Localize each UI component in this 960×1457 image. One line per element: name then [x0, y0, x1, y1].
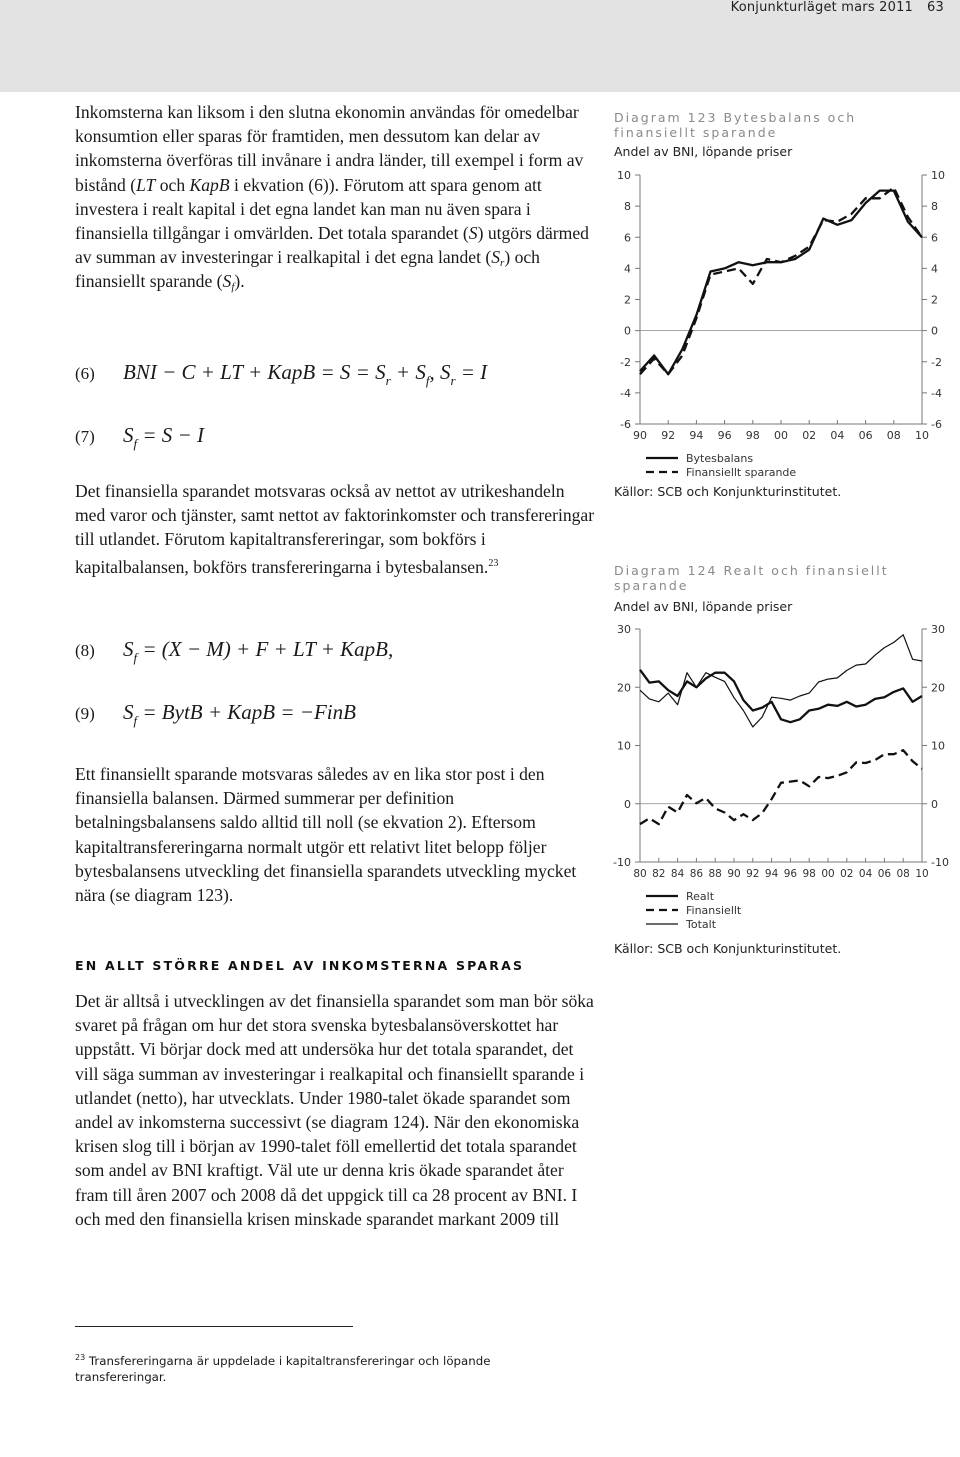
x-tick-label: 02 [802, 429, 817, 442]
y-tick-label-right: -10 [931, 856, 949, 869]
legend-label: Finansiellt [686, 904, 742, 917]
y-tick-label-left: 8 [624, 200, 631, 214]
series-line-bytesbalans [640, 191, 922, 375]
y-tick-label-left: 0 [624, 324, 631, 338]
p1-text-d: ) utgörs därmed av summan av investeringar i realkapital i det egna landet ( [75, 223, 589, 268]
eq6-lhs: BNI − C + LT + KapB = S = S [123, 360, 386, 384]
x-tick-label: 06 [858, 429, 873, 442]
p1-lt: LT [136, 174, 156, 195]
eq7-sub-f: f [133, 436, 138, 451]
eq9-rhs: = BytB + KapB = −FinB [137, 700, 356, 724]
y-tick-label-right: 2 [931, 293, 938, 307]
x-tick-label: 98 [745, 429, 760, 442]
y-tick-label-left: 0 [624, 797, 631, 811]
diagram-123-chart [600, 160, 960, 480]
legend-label: Bytesbalans [686, 452, 754, 465]
diagram-123-title: Diagram 123 Bytesbalans och finansiellt sparande [614, 110, 857, 140]
y-tick-label-left: 2 [624, 293, 631, 307]
x-tick-label: 92 [661, 429, 676, 442]
eq8-s: S [123, 637, 134, 661]
eq6-comma: , S [429, 360, 451, 384]
y-tick-label-left: 6 [624, 231, 631, 245]
x-tick-label: 86 [689, 868, 704, 880]
eq8-sub-f: f [133, 650, 138, 665]
y-tick-label-left: 20 [617, 681, 631, 695]
x-tick-label: 08 [886, 429, 901, 442]
diagram-124-subtitle: Andel av BNI, löpande priser [614, 599, 793, 614]
p1-text-e: ) och finansiellt sparande ( [75, 247, 540, 292]
p1-text-a: Inkomsterna kan liksom i den slutna ekonomin användas för omedelbar konsumtion eller sparas för framtiden, men dessutom kan delar av inkomsterna överföras till invånare i andra länder, till exempel i form av bistånd ( [75, 102, 584, 195]
series-line-realt [640, 670, 922, 722]
eq7-s: S [123, 423, 134, 447]
y-tick-label-right: 4 [931, 262, 938, 276]
x-tick-label: 00 [774, 429, 788, 442]
y-tick-label-left: 4 [624, 262, 631, 276]
diagram-123-subtitle: Andel av BNI, löpande priser [614, 144, 793, 159]
footnote-rule [75, 1326, 353, 1327]
y-tick-label-left: 10 [617, 169, 631, 182]
p1-sf: S [222, 271, 232, 292]
p1-text-c: i ekvation (6)). Förutom att spara genom att investera i realt kapital i det egna landet kan man nu även spara i finansiella tillgångar i omvärlden. Det totala sparandet ( [75, 174, 542, 244]
x-tick-label: 96 [717, 429, 732, 442]
x-tick-label: 94 [689, 429, 704, 442]
y-tick-label-right: -6 [931, 418, 942, 431]
y-tick-label-right: 30 [931, 623, 945, 636]
p2-text: Det finansiella sparandet motsvaras också av nettot av utrikeshandeln med varor och tjänster, samt nettot av faktorinkomster och transfereringar till utlandet. Förutom kapitaltransfereringar, som bokförs i kapitalbalansen, bokförs transfereringarna i bytesbalansen. [75, 481, 595, 577]
equation-9 [75, 700, 356, 728]
diagram-124-chart [600, 615, 960, 935]
x-tick-label: 84 [670, 868, 685, 880]
p1-kapb: KapB [189, 174, 230, 195]
paragraph-4 [75, 989, 595, 1231]
y-tick-label-right: 6 [931, 231, 938, 245]
diagram-123-source: Källor: SCB och Konjunkturinstitutet. [614, 484, 842, 499]
footnote-number: 23 [75, 1353, 86, 1362]
footnote-text: Transfereringarna är uppdelade i kapitaltransfereringar och löpande transfereringar. [75, 1353, 491, 1384]
p1-sr: S [491, 247, 501, 268]
x-tick-label: 00 [821, 868, 835, 880]
paragraph-3 [75, 762, 595, 907]
equation-6 [75, 360, 488, 388]
eq6-sub-r2: r [450, 373, 456, 388]
diagram-124-source: Källor: SCB och Konjunkturinstitutet. [614, 941, 842, 956]
eq6-plus: + S [390, 360, 426, 384]
legend-label: Realt [686, 890, 715, 903]
x-tick-label: 82 [652, 868, 666, 880]
y-tick-label-left: -4 [620, 386, 631, 400]
x-tick-label: 04 [858, 868, 873, 880]
legend-label: Finansiellt sparande [686, 466, 797, 479]
page-number: 63 [927, 0, 944, 15]
eq7-number: (7) [75, 427, 95, 446]
y-tick-label-right: 8 [931, 200, 938, 214]
p4-text: Det är alltså i utvecklingen av det finansiella sparandet som man bör söka svaret på frågan om hur det stora svenska bytesbalansöverskottet har uppstått. Vi börjar dock med att undersöka hur det totala sparandet, det vill säga summan av investeringar i realkapital och finansiellt sparande i utlandet (netto), har utvecklats. Under 1980-talet ökade sparandet som andel av inkomsterna successivt (se diagram 124). När den ekonomiska krisen slog till i början av 1990-talet föll emellertid det totala sparandet som andel av BNI kraftigt. Väl ute ur denna kris ökade sparandet åter fram till åren 2007 och 2008 då det uppgick till ca 28 procent av BNI. I och med den finansiella krisen minskade sparandet markant 2009 till [75, 991, 594, 1229]
x-tick-label: 02 [840, 868, 854, 880]
y-tick-label-left: -2 [620, 355, 631, 369]
footnote [75, 1350, 575, 1385]
equation-7 [75, 423, 204, 451]
y-tick-label-right: 0 [931, 797, 938, 811]
p1-sf-sub: f [231, 281, 235, 294]
y-tick-label-right: 20 [931, 681, 945, 695]
paragraph-1 [75, 100, 595, 294]
diagram-124-title: Diagram 124 Realt och finansiellt sparande [614, 563, 889, 593]
x-tick-label: 94 [764, 868, 779, 880]
x-tick-label: 98 [802, 868, 816, 880]
x-tick-label: 90 [633, 429, 647, 442]
series-line-finansiellt-sparande [640, 188, 922, 375]
legend-label: Totalt [686, 918, 717, 931]
y-tick-label-right: 10 [931, 739, 945, 753]
x-tick-label: 10 [915, 429, 929, 442]
x-tick-label: 92 [746, 868, 760, 880]
eq6-sub-f: f [425, 373, 430, 388]
y-tick-label-right: 10 [931, 169, 945, 182]
x-tick-label: 88 [708, 868, 722, 880]
p1-sr-sub: r [500, 257, 505, 270]
y-tick-label-left: -6 [620, 418, 631, 431]
eq7-rhs: = S − I [137, 423, 204, 447]
eq6-sub-r: r [385, 373, 391, 388]
eq9-number: (9) [75, 704, 95, 723]
eq8-number: (8) [75, 641, 95, 660]
equation-8 [75, 637, 394, 665]
y-tick-label-left: 10 [617, 739, 631, 753]
eq9-sub-f: f [133, 713, 138, 728]
y-tick-label-left: 30 [617, 623, 631, 636]
p3-text: Ett finansiellt sparande motsvaras således av en lika stor post i den finansiella balansen. Därmed summerar per definition betalningsbalansens saldo alltid till noll (se ekvation 2). Eftersom kapitaltransfereringarna normalt utgör ett relativt litet belopp följer bytesbalansens utveckling det finansiella sparandets utveckling mycket nära (se diagram 123). [75, 764, 577, 906]
x-tick-label: 90 [727, 868, 741, 880]
x-tick-label: 96 [783, 868, 798, 880]
eq9-s: S [123, 700, 134, 724]
footnote-ref-23[interactable]: 23 [488, 557, 499, 569]
eq6-number: (6) [75, 364, 95, 383]
p1-s: S [468, 223, 478, 244]
x-tick-label: 10 [915, 868, 929, 880]
paragraph-2 [75, 479, 595, 579]
eq8-rhs: = (X − M) + F + LT + KapB, [137, 637, 394, 661]
running-head [731, 0, 944, 15]
series-line-totalt [640, 635, 922, 727]
section-heading: EN ALLT STÖRRE ANDEL AV INKOMSTERNA SPARAS [75, 958, 525, 973]
y-tick-label-left: -10 [613, 856, 631, 869]
x-tick-label: 08 [896, 868, 910, 880]
publication-title: Konjunkturläget mars 2011 [730, 0, 914, 15]
p1-text-b: och [155, 174, 190, 195]
x-tick-label: 80 [633, 868, 647, 880]
x-tick-label: 04 [830, 429, 845, 442]
x-tick-label: 06 [877, 868, 892, 880]
y-tick-label-right: -4 [931, 386, 942, 400]
y-tick-label-right: 0 [931, 324, 938, 338]
y-tick-label-right: -2 [931, 355, 942, 369]
p1-text-f: ). [234, 271, 245, 292]
eq6-rhs: = I [455, 360, 488, 384]
series-line-finansiellt [640, 750, 922, 824]
